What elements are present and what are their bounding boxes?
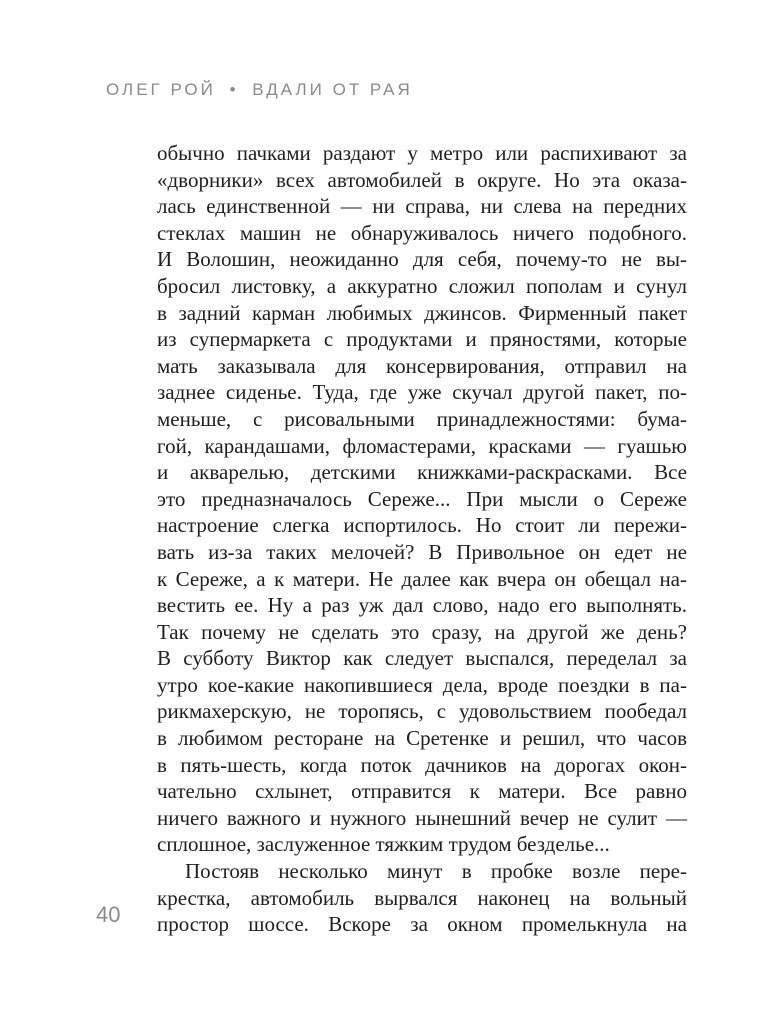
paragraph xyxy=(157,140,687,858)
text-line: крестка, автомобиль вырвался наконец на вольный xyxy=(157,885,687,910)
text-line: обычно пачками раздают у метро или распихивают за xyxy=(157,141,687,165)
page-number: 40 xyxy=(96,902,121,927)
header-separator: • xyxy=(229,80,239,99)
text-line: Постояв несколько минут в пробке возле пере- xyxy=(185,859,687,884)
text-line: И Волошин, неожиданно для себя, почему-то не вы- xyxy=(157,247,687,272)
text-line: настроение слегка испортилось. Но стоит ли пережи- xyxy=(157,513,687,538)
text-line: из супермаркета с продуктами и пряностями, которые xyxy=(157,327,687,352)
header-author: ОЛЕГ РОЙ xyxy=(106,80,216,99)
text-line: вестить ее. Ну а раз уж дал слово, надо его выполнять. xyxy=(157,593,687,618)
text-line: бросил листовку, а аккуратно сложил пополам и сунул xyxy=(157,273,687,298)
text-line: в задний карман любимых джинсов. Фирменный пакет xyxy=(157,300,687,325)
text-line: ничего важного и нужного нынешний вечер не сулит — xyxy=(157,805,687,830)
text-line: стеклах машин не обнаруживалось ничего подобного. xyxy=(157,220,687,245)
text-line: меньше, с рисовальными принадлежностями: бума- xyxy=(157,406,687,431)
text-line: это предназначалось Сереже... При мысли о Сереже xyxy=(157,486,687,511)
text-line: гой, карандашами, фломастерами, красками — гуашью xyxy=(157,433,687,458)
text-line: чательно схлынет, отправится к матери. Все равно xyxy=(157,779,687,804)
text-line: сплошное, заслуженное тяжким трудом безделье... xyxy=(157,832,610,857)
paragraph xyxy=(157,858,687,938)
text-line: к Сереже, а к матери. Не далее как вчера он обещал на- xyxy=(157,566,687,591)
text-line: рикмахерскую, не торопясь, с удовольствием пообедал xyxy=(157,699,687,724)
text-line: мать заказывала для консервирования, отправил на xyxy=(157,353,687,378)
text-line: заднее сиденье. Туда, где уже скучал другой пакет, по- xyxy=(157,380,687,405)
text-line: утро кое-какие накопившиеся дела, вроде поездки в па- xyxy=(157,672,687,697)
text-line: лась единственной — ни справа, ни слева на передних xyxy=(157,194,687,219)
text-line: «дворники» всех автомобилей в округе. Но эта оказа- xyxy=(157,167,687,192)
body-text xyxy=(157,140,687,938)
text-line: Так почему не сделать это сразу, на другой же день? xyxy=(157,619,687,644)
text-line: в любимом ресторане на Сретенке и решил, что часов xyxy=(157,726,687,751)
text-line: в пять-шесть, когда поток дачников на дорогах окон- xyxy=(157,752,687,777)
text-line: В субботу Виктор как следует выспался, переделал за xyxy=(157,646,687,671)
text-line: простор шоссе. Вскоре за окном промелькнула на xyxy=(157,912,687,937)
header-book-title: ВДАЛИ ОТ РАЯ xyxy=(252,80,413,99)
text-line: и акварелью, детскими книжками-раскрасками. Все xyxy=(157,460,687,485)
running-header xyxy=(106,80,413,100)
text-line: вать из-за таких мелочей? В Привольное он едет не xyxy=(157,539,687,564)
